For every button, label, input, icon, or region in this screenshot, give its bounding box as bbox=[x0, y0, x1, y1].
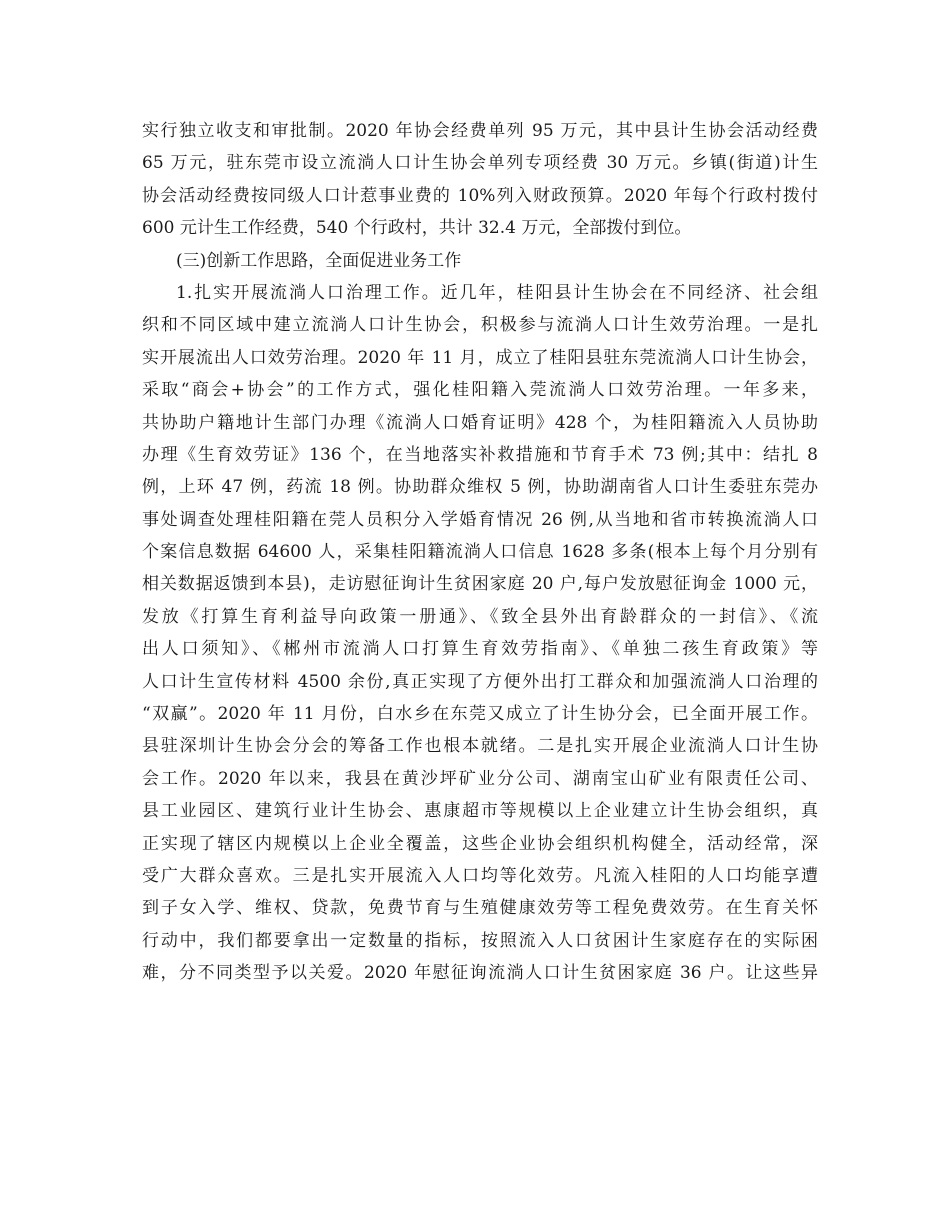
text-line: 实开展流出人口效劳治理。2020 年 11 月，成立了桂阳县驻东莞流淌人口计生协会， bbox=[142, 347, 818, 368]
text-line: 出人口须知》、《郴州市流淌人口打算生育效劳指南》、《单独二孩生育政策》等 bbox=[142, 639, 818, 660]
text-line: 正实现了辖区内规模以上企业全覆盖，这些企业协会组织机构健全，活动经常，深 bbox=[142, 833, 818, 854]
text-line: 600 元计生工作经费，540 个行政村，共计 32.4 万元，全部拨付到位。 bbox=[142, 218, 692, 239]
text-line: 65 万元，驻东莞市设立流淌人口计生协会单列专项经费 30 万元。乡镇(街道)计生 bbox=[142, 153, 818, 174]
text-line: 发放《打算生育利益导向政策一册通》、《致全县外出育龄群众的一封信》、《流 bbox=[142, 606, 818, 627]
text-line: 个案信息数据 64600 人，采集桂阳籍流淌人口信息 1628 多条(根本上每个月分别有 bbox=[142, 542, 818, 563]
text-line: 县工业园区、建筑行业计生协会、惠康超市等规模以上企业建立计生协会组织，真 bbox=[142, 801, 818, 822]
text-line: 事处调查处理桂阳籍在莞人员积分入学婚育情况 26 例,从当地和省市转换流淌人口 bbox=[142, 509, 818, 530]
text-line: 相关数据返馈到本县)，走访慰征询计生贫困家庭 20 户,每户发放慰征询金 1000 元， bbox=[142, 574, 818, 595]
text-line: 实行独立收支和审批制。2020 年协会经费单列 95 万元，其中县计生协会活动经费 bbox=[142, 121, 818, 141]
text-line: 例，上环 47 例，药流 18 例。协助群众维权 5 例，协助湖南省人口计生委驻东莞办 bbox=[142, 477, 818, 498]
text-line: 行动中，我们都要拿出一定数量的指标，按照流入人口贫困计生家庭存在的实际困 bbox=[142, 930, 818, 951]
text-line: 共协助户籍地计生部门办理《流淌人口婚育证明》428 个，为桂阳籍流入人员协助 bbox=[142, 412, 818, 433]
text-line: 织和不同区域中建立流淌人口计生协会，积极参与流淌人口计生效劳治理。一是扎 bbox=[142, 315, 818, 336]
text-line: 难，分不同类型予以关爱。2020 年慰征询流淌人口计生贫困家庭 36 户。让这些异 bbox=[142, 963, 818, 984]
text-line: 县驻深圳计生协会分会的筹备工作也根本就绪。二是扎实开展企业流淌人口计生协 bbox=[142, 736, 818, 757]
text-line: 1.扎实开展流淌人口治理工作。近几年，桂阳县计生协会在不同经济、社会组 bbox=[176, 282, 818, 303]
text-line: 协会活动经费按同级人口计惹事业费的 10%列入财政预算。2020 年每个行政村拨付 bbox=[142, 185, 818, 206]
text-line: 人口计生宣传材料 4500 余份,真正实现了方便外出打工群众和加强流淌人口治理的 bbox=[142, 671, 818, 692]
body-text bbox=[142, 115, 818, 990]
text-line: 采取“商会+协会”的工作方式，强化桂阳籍入莞流淌人口效劳治理。一年多来， bbox=[142, 380, 818, 401]
text-line: 到子女入学、维权、贷款，免费节育与生殖健康效劳等工程免费效劳。在生育关怀 bbox=[142, 898, 818, 919]
text-line: (三)创新工作思路，全面促进业务工作 bbox=[176, 250, 462, 271]
text-line: 办理《生育效劳证》136 个，在当地落实补救措施和节育手术 73 例;其中：结扎 8 bbox=[142, 444, 818, 465]
text-line: 受广大群众喜欢。三是扎实开展流入人口均等化效劳。凡流入桂阳的人口均能享遭 bbox=[142, 865, 818, 886]
text-line: 会工作。2020 年以来，我县在黄沙坪矿业分公司、湖南宝山矿业有限责任公司、 bbox=[142, 768, 818, 789]
text-line: “双赢”。2020 年 11 月份，白水乡在东莞又成立了计生协分会，已全面开展工作。 bbox=[142, 704, 818, 725]
